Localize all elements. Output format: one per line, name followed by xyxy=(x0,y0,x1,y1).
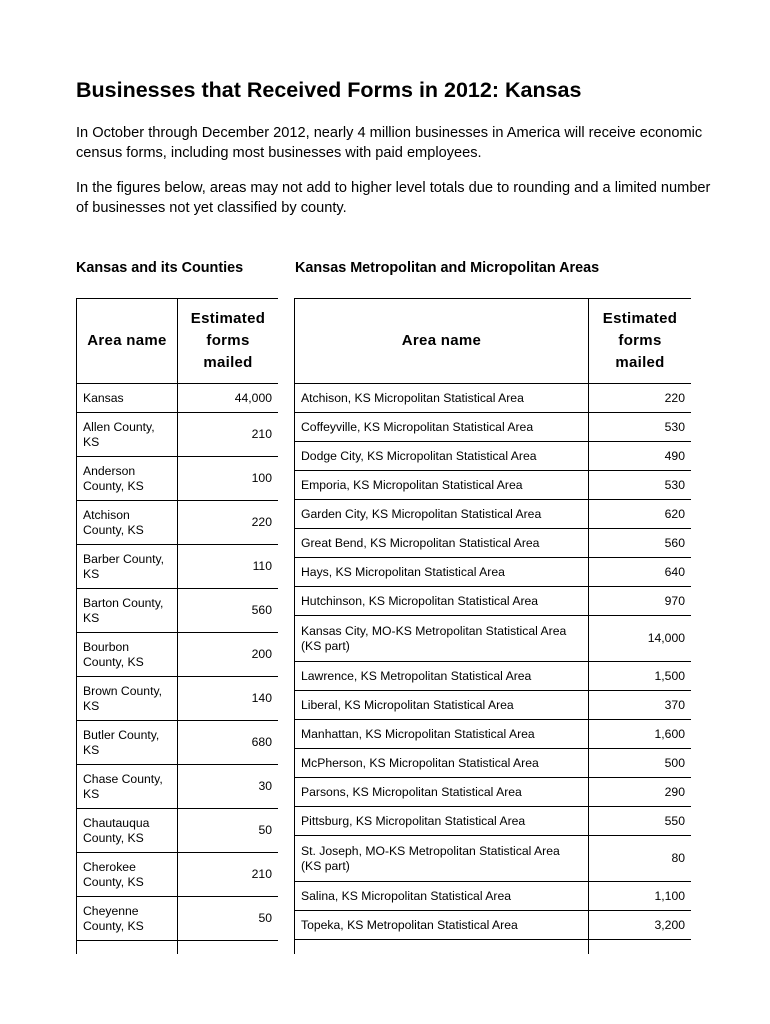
area-name-cell: Parsons, KS Micropolitan Statistical Area xyxy=(295,778,589,807)
counties-col-forms: Estimated forms mailed xyxy=(178,299,279,384)
area-name-cell: Topeka, KS Metropolitan Statistical Area xyxy=(295,911,589,940)
table-row xyxy=(295,720,692,749)
table-row xyxy=(77,545,279,589)
page-title: Businesses that Received Forms in 2012: Kansas xyxy=(76,78,582,102)
counties-table xyxy=(76,298,278,954)
forms-mailed-cell: 80 xyxy=(589,836,692,882)
table-row xyxy=(295,691,692,720)
table-row xyxy=(295,413,692,442)
forms-mailed-cell: 50 xyxy=(178,897,279,941)
counties-header-row xyxy=(77,299,279,384)
table-row xyxy=(295,442,692,471)
area-name-cell: Pittsburg, KS Micropolitan Statistical Area xyxy=(295,807,589,836)
area-name-cell: Anderson County, KS xyxy=(77,457,178,501)
area-name-cell: Chase County, KS xyxy=(77,765,178,809)
table-row xyxy=(295,662,692,691)
forms-mailed-cell: 290 xyxy=(589,778,692,807)
table-row xyxy=(77,809,279,853)
forms-mailed-cell: 3,200 xyxy=(589,911,692,940)
area-name-cell: Garden City, KS Micropolitan Statistical Area xyxy=(295,500,589,529)
counties-table-frame xyxy=(76,298,278,954)
table-row xyxy=(77,677,279,721)
metro-heading: Kansas Metropolitan and Micropolitan Areas xyxy=(295,260,600,276)
area-name-cell: Lawrence, KS Metropolitan Statistical Area xyxy=(295,662,589,691)
forms-mailed-cell: 490 xyxy=(589,442,692,471)
area-name-cell: Barton County, KS xyxy=(77,589,178,633)
empty-cell xyxy=(589,940,692,955)
area-name-cell: Hutchinson, KS Micropolitan Statistical Area xyxy=(295,587,589,616)
area-name-cell: Brown County, KS xyxy=(77,677,178,721)
forms-mailed-cell: 44,000 xyxy=(178,384,279,413)
forms-mailed-cell: 1,100 xyxy=(589,882,692,911)
empty-cell xyxy=(77,941,178,955)
table-row xyxy=(295,882,692,911)
area-name-cell: St. Joseph, MO-KS Metropolitan Statistical Area (KS part) xyxy=(295,836,589,882)
table-row xyxy=(295,384,692,413)
metro-table-frame xyxy=(294,298,691,954)
area-name-cell: Bourbon County, KS xyxy=(77,633,178,677)
metro-table xyxy=(294,298,691,954)
table-row xyxy=(77,384,279,413)
table-row xyxy=(77,765,279,809)
table-row xyxy=(77,721,279,765)
forms-mailed-cell: 210 xyxy=(178,413,279,457)
table-row xyxy=(77,897,279,941)
forms-mailed-cell: 100 xyxy=(178,457,279,501)
intro-paragraph: In October through December 2012, nearly 4 million businesses in America will receive economic census forms, including most businesses with paid employees. xyxy=(76,125,703,161)
table-row xyxy=(77,633,279,677)
forms-mailed-cell: 970 xyxy=(589,587,692,616)
area-name-cell: Atchison County, KS xyxy=(77,501,178,545)
area-name-cell: Emporia, KS Micropolitan Statistical Area xyxy=(295,471,589,500)
forms-mailed-cell: 220 xyxy=(178,501,279,545)
continuation-row xyxy=(295,940,692,955)
area-name-cell: Salina, KS Micropolitan Statistical Area xyxy=(295,882,589,911)
note-paragraph: In the figures below, areas may not add to higher level totals due to rounding and a limited number of businesses not yet classified by county. xyxy=(76,180,711,216)
table-row xyxy=(77,457,279,501)
table-row xyxy=(77,501,279,545)
area-name-cell: Dodge City, KS Micropolitan Statistical Area xyxy=(295,442,589,471)
table-row xyxy=(295,616,692,662)
forms-mailed-cell: 620 xyxy=(589,500,692,529)
empty-cell xyxy=(178,941,279,955)
table-row xyxy=(295,529,692,558)
area-name-cell: Kansas City, MO-KS Metropolitan Statistical Area (KS part) xyxy=(295,616,589,662)
forms-mailed-cell: 220 xyxy=(589,384,692,413)
table-row xyxy=(295,836,692,882)
empty-cell xyxy=(295,940,589,955)
forms-mailed-cell: 140 xyxy=(178,677,279,721)
forms-mailed-cell: 530 xyxy=(589,471,692,500)
continuation-row xyxy=(77,941,279,955)
forms-mailed-cell: 1,500 xyxy=(589,662,692,691)
forms-mailed-cell: 370 xyxy=(589,691,692,720)
area-name-cell: Atchison, KS Micropolitan Statistical Area xyxy=(295,384,589,413)
forms-mailed-cell: 680 xyxy=(178,721,279,765)
counties-heading: Kansas and its Counties xyxy=(76,260,244,276)
forms-mailed-cell: 1,600 xyxy=(589,720,692,749)
metro-col-forms: Estimated forms mailed xyxy=(589,299,692,384)
forms-mailed-cell: 200 xyxy=(178,633,279,677)
area-name-cell: Hays, KS Micropolitan Statistical Area xyxy=(295,558,589,587)
table-row xyxy=(295,749,692,778)
table-row xyxy=(77,853,279,897)
forms-mailed-cell: 560 xyxy=(589,529,692,558)
table-row xyxy=(295,807,692,836)
table-row xyxy=(295,911,692,940)
metro-header-row xyxy=(295,299,692,384)
forms-mailed-cell: 560 xyxy=(178,589,279,633)
table-row xyxy=(295,587,692,616)
area-name-cell: McPherson, KS Micropolitan Statistical Area xyxy=(295,749,589,778)
forms-mailed-cell: 110 xyxy=(178,545,279,589)
counties-col-area: Area name xyxy=(77,299,178,384)
area-name-cell: Barber County, KS xyxy=(77,545,178,589)
area-name-cell: Kansas xyxy=(77,384,178,413)
area-name-cell: Manhattan, KS Micropolitan Statistical Area xyxy=(295,720,589,749)
area-name-cell: Chautauqua County, KS xyxy=(77,809,178,853)
forms-mailed-cell: 14,000 xyxy=(589,616,692,662)
forms-mailed-cell: 500 xyxy=(589,749,692,778)
area-name-cell: Liberal, KS Micropolitan Statistical Area xyxy=(295,691,589,720)
area-name-cell: Cherokee County, KS xyxy=(77,853,178,897)
forms-mailed-cell: 550 xyxy=(589,807,692,836)
area-name-cell: Cheyenne County, KS xyxy=(77,897,178,941)
metro-body xyxy=(295,384,692,955)
counties-body xyxy=(77,384,279,955)
metro-col-area: Area name xyxy=(295,299,589,384)
table-row xyxy=(295,500,692,529)
area-name-cell: Coffeyville, KS Micropolitan Statistical Area xyxy=(295,413,589,442)
table-row xyxy=(295,471,692,500)
forms-mailed-cell: 210 xyxy=(178,853,279,897)
table-row xyxy=(77,589,279,633)
forms-mailed-cell: 50 xyxy=(178,809,279,853)
table-row xyxy=(295,778,692,807)
area-name-cell: Allen County, KS xyxy=(77,413,178,457)
area-name-cell: Great Bend, KS Micropolitan Statistical Area xyxy=(295,529,589,558)
area-name-cell: Butler County, KS xyxy=(77,721,178,765)
forms-mailed-cell: 30 xyxy=(178,765,279,809)
table-row xyxy=(295,558,692,587)
table-row xyxy=(77,413,279,457)
forms-mailed-cell: 640 xyxy=(589,558,692,587)
forms-mailed-cell: 530 xyxy=(589,413,692,442)
